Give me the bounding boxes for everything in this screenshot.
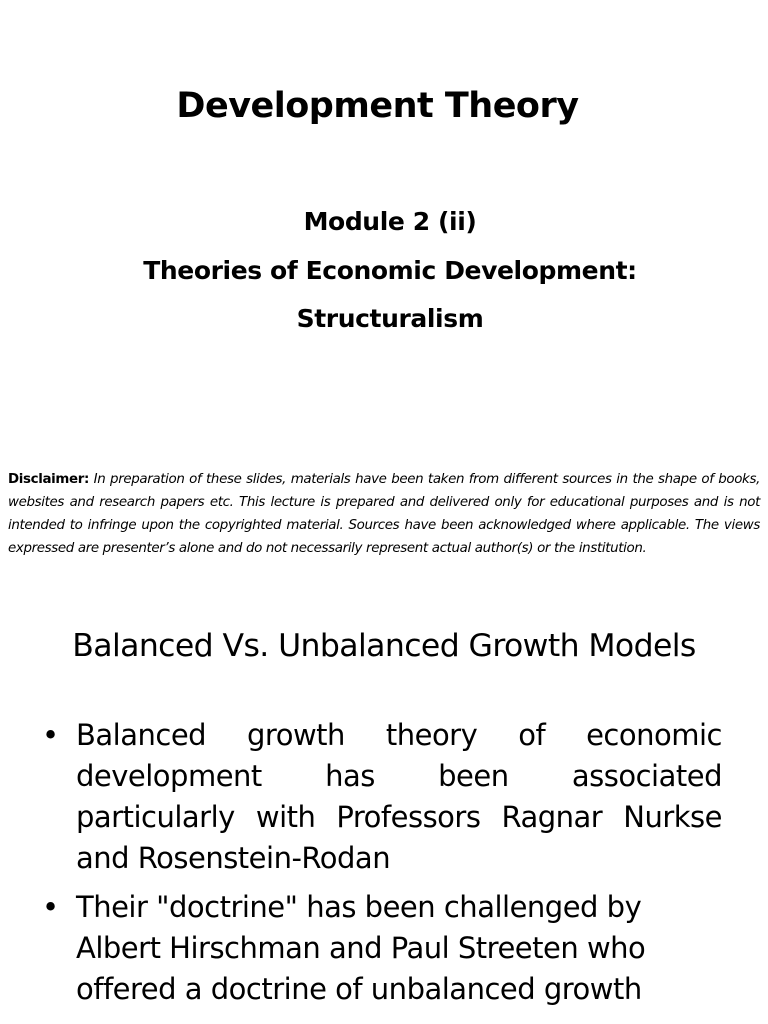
bullet-dot-icon: • bbox=[42, 718, 59, 752]
bullet-text: Balanced growth theory of economic development has been associated particularly with Professors Ragnar Nurkse and Rosenstein-Rodan bbox=[76, 718, 722, 875]
page-title: Development Theory bbox=[176, 86, 579, 126]
bullet-item bbox=[42, 715, 722, 879]
disclaimer-paragraph bbox=[8, 468, 760, 560]
bullet-list bbox=[42, 715, 722, 1018]
disclaimer-label: Disclaimer: bbox=[8, 472, 89, 488]
bullet-text: Their "doctrine" has been challenged by Albert Hirschman and Paul Streeten who offered a doctrine of unbalanced growth bbox=[76, 890, 646, 1006]
section-heading: Balanced Vs. Unbalanced Growth Models bbox=[72, 628, 696, 664]
subtitle-line-2: Structuralism bbox=[296, 304, 484, 333]
bullet-item bbox=[42, 887, 722, 1010]
module-label: Module 2 (ii) bbox=[303, 207, 477, 236]
bullet-dot-icon: • bbox=[42, 890, 59, 924]
disclaimer-text: In preparation of these slides, materials have been taken from different sources in the shape of books, websites and research papers etc. This lecture is prepared and delivered only for educational purposes and is not intended to infringe upon the copyrighted material. Sources have been acknowledged where applicable. The views expressed are presenter’s alone and do not necessarily represent actual author(s) or the institution. bbox=[8, 472, 760, 557]
subtitle-line-1: Theories of Economic Development: bbox=[143, 256, 637, 285]
